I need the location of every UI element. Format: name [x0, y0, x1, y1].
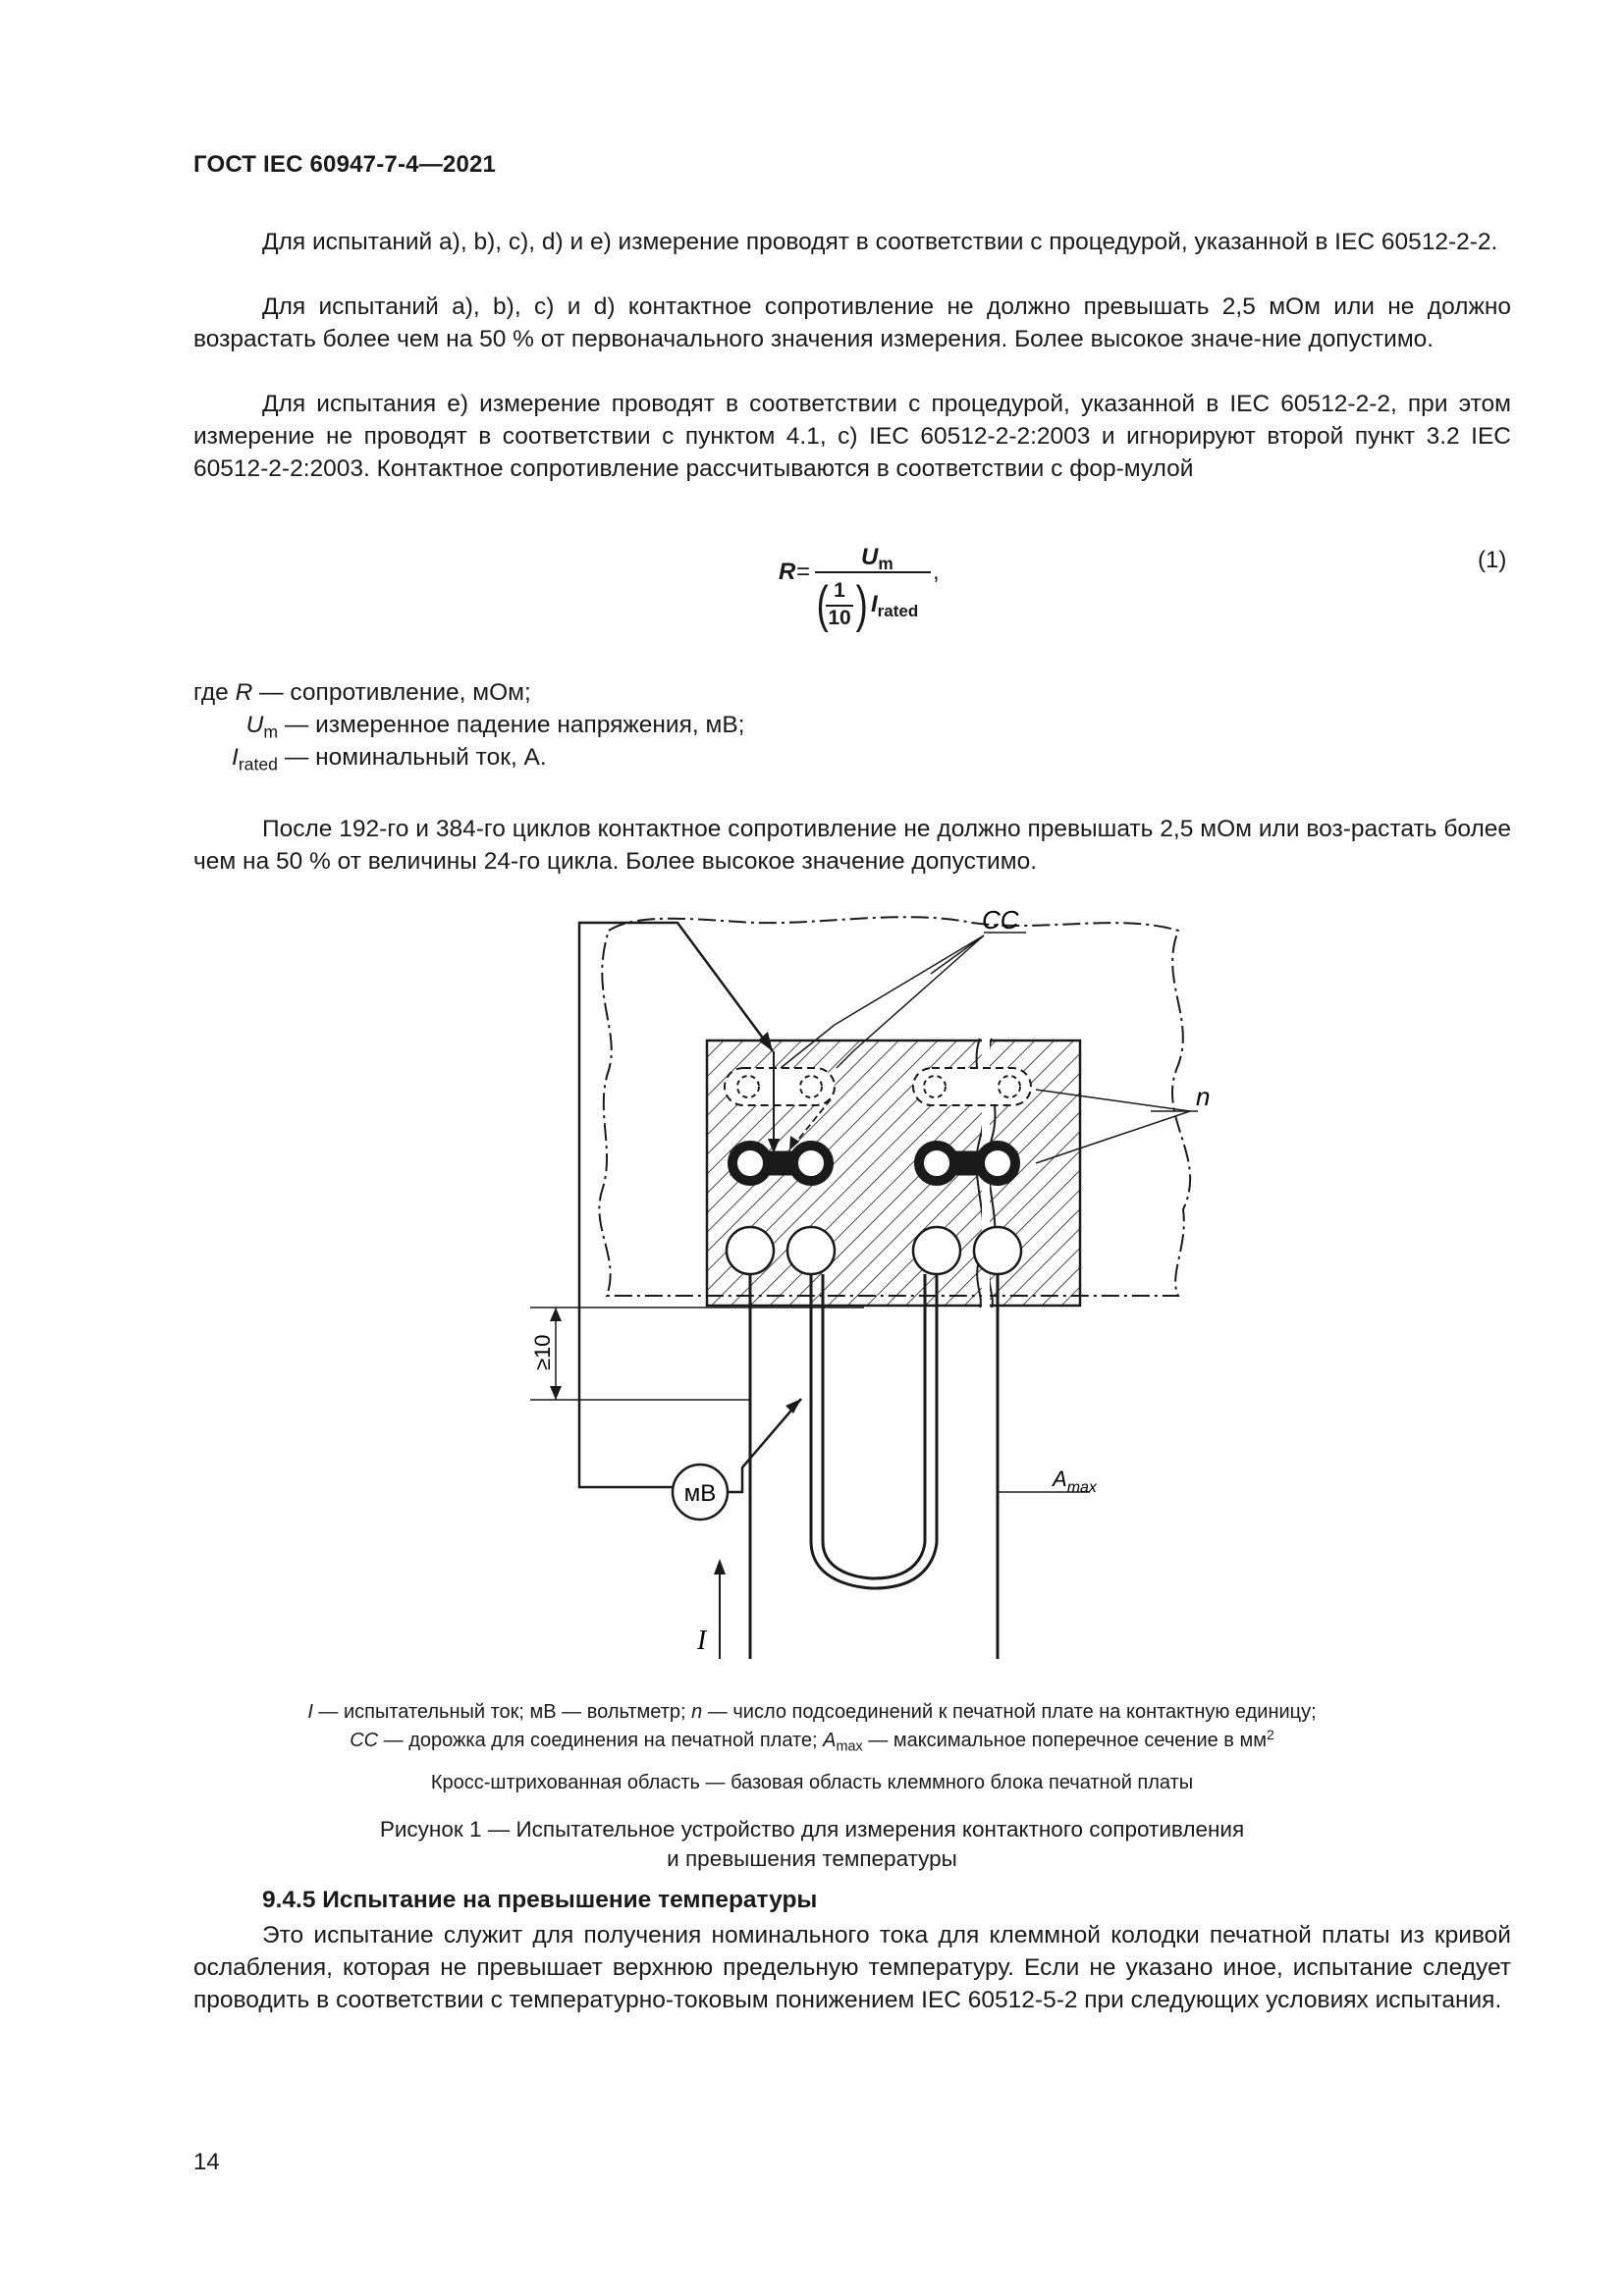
formula-comma: ,	[933, 559, 940, 585]
wire-leads	[750, 1274, 998, 1659]
fraction-bar	[815, 571, 931, 573]
legend-line-1: I — испытательный ток; мВ — вольтметр; n — число подсоединений к печатной плате на контактную единицу;	[307, 1701, 1317, 1723]
document-header: ГОСТ IEC 60947-7-4—2021	[193, 151, 497, 178]
where-block: где R — сопротивление, мОм; $U_m$ — измеренное падение напряжения, мВ; $I_{rated}$ — номинальный ток, А.	[193, 679, 745, 774]
label-mv: мВ	[683, 1480, 717, 1507]
test-device-figure	[530, 903, 1211, 1659]
inner-fraction-num: 1	[834, 579, 845, 602]
formula-denominator: $I_{rated}$	[871, 591, 919, 621]
after-formula-paragraph: После 192-го и 384-го циклов контактное сопротивление не должно превышать 2,5 мОм или воз-растать более чем на 50 % от величины 24-го цикла. Более высокое значение допустимо.	[193, 816, 1511, 875]
section-paragraph: Это испытание служит для получения номинального тока для клеммной колодки печатной платы из кривой ослабления, которая не превышает верхнюю предельную температуру. Если не указано иное, испытание следует проводить в соответствии с температурно-токовым понижением IEC 60512-5-2 при следующих условиях испытания.	[193, 1922, 1511, 2013]
label-amax: $A_{max}$	[1053, 1467, 1097, 1496]
formula-equals: =	[796, 559, 811, 585]
paragraph-3: Для испытания e) измерение проводят в соответствии с процедурой, указанной в IEC 60512-2-2, при этом измерение не проводят в соответствии с пунктом 4.1, c) IEC 60512-2-2:2003 и игнорируют второй пункт 3.2 IEC 60512-2-2:2003. Контактное сопротивление рассчитываются в соответствии с фор-мулой	[193, 391, 1511, 482]
figure-title-line-2: и превышения температуры	[667, 1846, 957, 1871]
formula-numerator: $U_m$	[861, 544, 893, 574]
legend-line-3: Кросс-штрихованная область — базовая область клеммного блока печатной платы	[430, 1772, 1194, 1793]
legend-line-2: CC — дорожка для соединения на печатной плате; $A_{max}$ — максимальное поперечное сечение в $мм^2$	[350, 1727, 1274, 1755]
formula-lhs: R	[779, 559, 796, 585]
page-number: 14	[193, 2149, 220, 2175]
paragraph-2: Для испытаний а), b), c) и d) контактное сопротивление не должно превышать 2,5 мОм или не должно возрастать более чем на 50 % от первоначального значения измерения. Более высокое значе-ние допустимо.	[193, 294, 1511, 352]
section-heading: 9.4.5 Испытание на превышение температуры	[262, 1887, 818, 1913]
label-cc: CC	[982, 905, 1019, 934]
formula: R = $U_m$ , ( 1 10 ) $I_{rated}$	[779, 544, 940, 633]
figure-title-line-1: Рисунок 1 — Испытательное устройство для измерения контактного сопротивления	[379, 1817, 1245, 1842]
formula-number: (1)	[1478, 547, 1507, 573]
label-current: I	[697, 1626, 707, 1656]
label-ge10: ≥10	[530, 1334, 555, 1370]
inner-fraction-den: 10	[828, 607, 851, 629]
paragraph-1: Для испытаний а), b), c), d) и e) измерение проводят в соответствии с процедурой, указанной в IEC 60512-2-2.	[262, 229, 1498, 255]
label-n: n	[1196, 1082, 1211, 1111]
